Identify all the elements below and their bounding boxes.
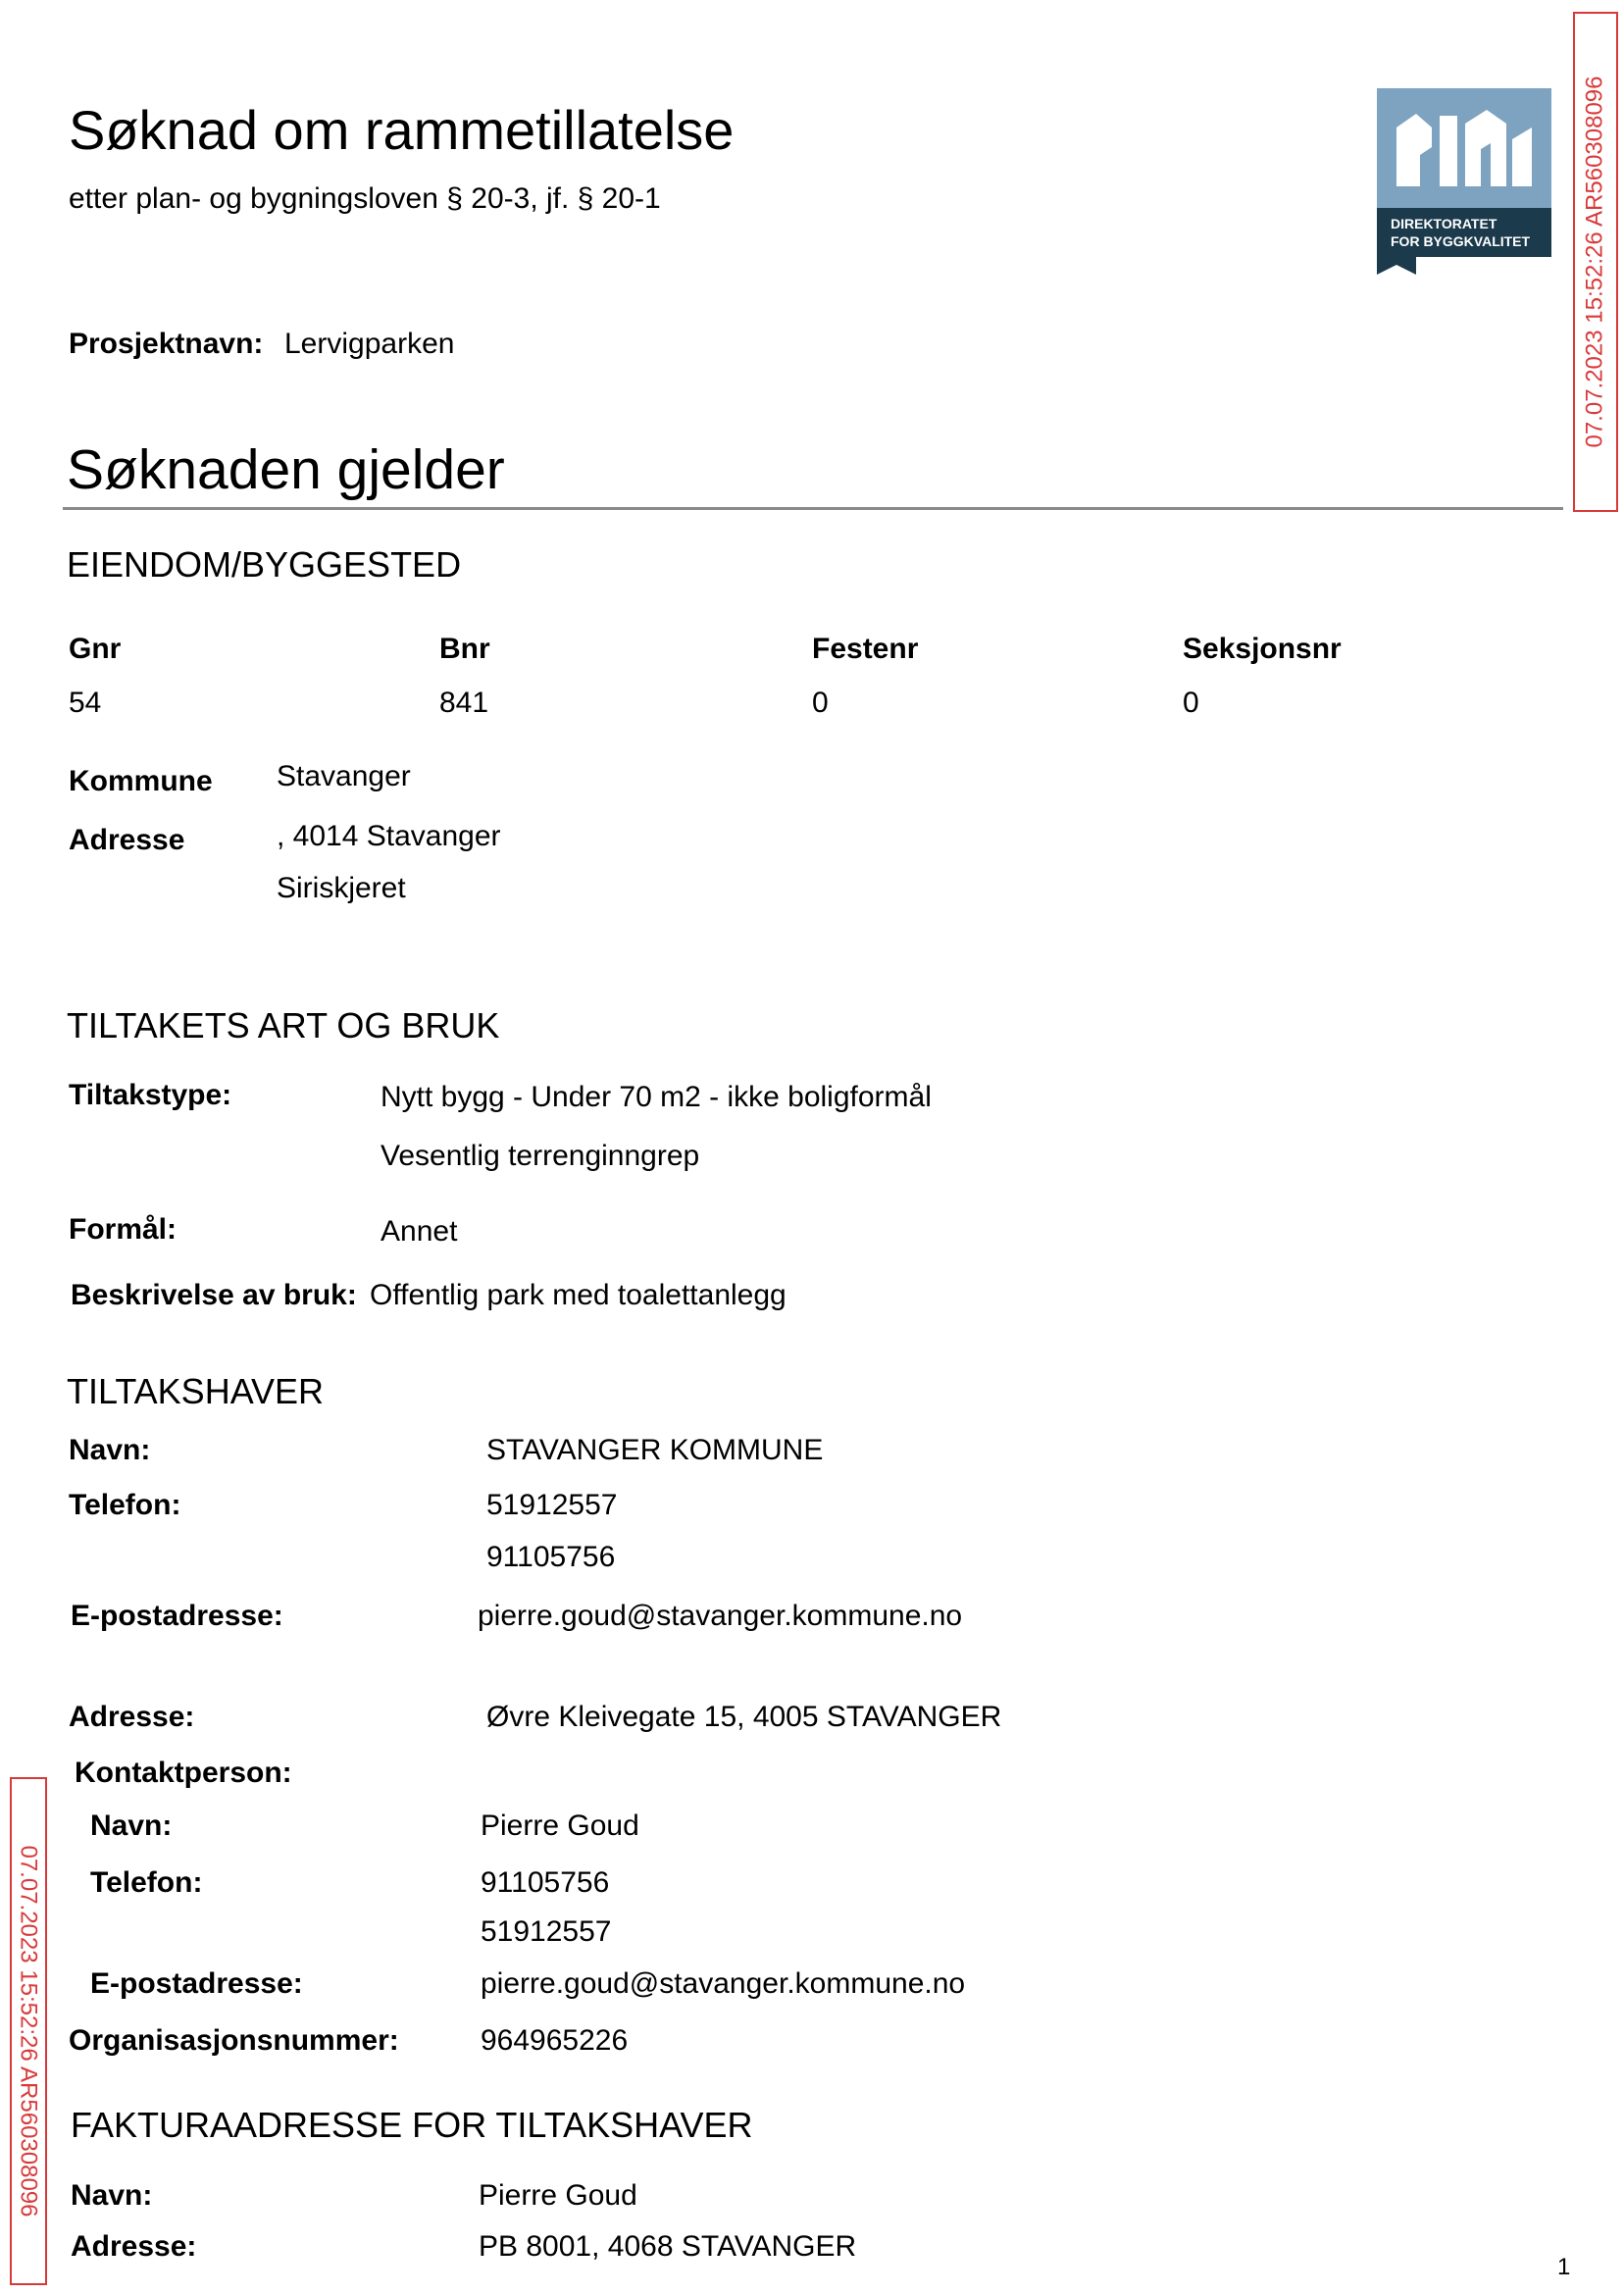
- contact-name-label: Navn:: [90, 1810, 173, 1842]
- section-title: Søknaden gjelder: [67, 438, 505, 501]
- org-number-value: 964965226: [481, 2024, 629, 2057]
- contact-phone-value-1: 91105756: [481, 1866, 610, 1899]
- adresse-line1: , 4014 Stavanger: [277, 820, 501, 852]
- bnr-value: 841: [439, 687, 489, 719]
- invoice-address-value: PB 8001, 4068 STAVANGER: [479, 2230, 857, 2263]
- owner-email-value: pierre.goud@stavanger.kommune.no: [478, 1600, 963, 1632]
- project-name-label: Prosjektnavn:: [69, 328, 264, 360]
- tiltakstype-value-1: Nytt bygg - Under 70 m2 - ikke boligformål: [381, 1081, 932, 1113]
- owner-email-label: E-postadresse:: [71, 1600, 283, 1632]
- invoice-name-value: Pierre Goud: [479, 2179, 637, 2212]
- invoice-heading: FAKTURAADRESSE FOR TILTAKSHAVER: [71, 2105, 753, 2145]
- archive-stamp-text-left: 07.07.2023 15:52:26 AR560308096: [16, 1845, 42, 2218]
- contact-email-value: pierre.goud@stavanger.kommune.no: [481, 1967, 966, 2000]
- formal-label: Formål:: [69, 1213, 178, 1246]
- tiltakstype-value-2: Vesentlig terrenginngrep: [381, 1140, 700, 1172]
- archive-stamp-right: [1573, 12, 1618, 512]
- gnr-label: Gnr: [69, 633, 122, 665]
- kommune-value: Stavanger: [277, 760, 411, 792]
- formal-value: Annet: [381, 1215, 458, 1248]
- bnr-label: Bnr: [439, 633, 490, 665]
- measure-heading: TILTAKETS ART OG BRUK: [67, 1005, 500, 1045]
- beskrivelse-label: Beskrivelse av bruk:: [71, 1279, 357, 1311]
- contact-phone-label: Telefon:: [90, 1866, 203, 1899]
- beskrivelse-value: Offentlig park med toalettanlegg: [370, 1279, 787, 1311]
- archive-stamp-text: 07.07.2023 15:52:26 AR560308096: [1582, 76, 1608, 448]
- owner-address-value: Øvre Kleivegate 15, 4005 STAVANGER: [486, 1701, 1002, 1733]
- owner-phone-value-2: 91105756: [486, 1541, 616, 1573]
- dibk-logo: [1377, 88, 1551, 275]
- owner-phone-label: Telefon:: [69, 1489, 181, 1521]
- tiltakstype-label: Tiltakstype:: [69, 1079, 232, 1111]
- invoice-name-label: Navn:: [71, 2179, 153, 2212]
- owner-name-value: STAVANGER KOMMUNE: [486, 1434, 824, 1466]
- seksjonsnr-value: 0: [1183, 687, 1199, 719]
- contact-name-value: Pierre Goud: [481, 1810, 639, 1842]
- adresse-label: Adresse: [69, 824, 185, 856]
- section-divider: [63, 507, 1563, 510]
- festenr-value: 0: [812, 687, 829, 719]
- org-number-label: Organisasjonsnummer:: [69, 2024, 399, 2057]
- archive-stamp-left: [10, 1777, 47, 2285]
- festenr-label: Festenr: [812, 633, 919, 665]
- seksjonsnr-label: Seksjonsnr: [1183, 633, 1342, 665]
- page-title: Søknad om rammetillatelse: [69, 99, 735, 161]
- invoice-address-label: Adresse:: [71, 2230, 197, 2263]
- owner-heading: TILTAKSHAVER: [67, 1371, 325, 1411]
- project-name-value: Lervigparken: [284, 328, 455, 360]
- dibk-logo-graphic: [1377, 88, 1551, 275]
- owner-name-label: Navn:: [69, 1434, 151, 1466]
- gnr-value: 54: [69, 687, 102, 719]
- contact-person-label: Kontaktperson:: [75, 1757, 292, 1789]
- owner-address-label: Adresse:: [69, 1701, 195, 1733]
- property-heading: EIENDOM/BYGGESTED: [67, 544, 462, 585]
- contact-phone-value-2: 51912557: [481, 1915, 612, 1948]
- logo-text-line1: DIREKTORATET: [1391, 216, 1497, 231]
- page-subtitle: etter plan- og bygningsloven § 20-3, jf. § 20-1: [69, 182, 661, 215]
- kommune-label: Kommune: [69, 765, 213, 797]
- owner-phone-value-1: 51912557: [486, 1489, 618, 1521]
- page-number: 1: [1557, 2254, 1571, 2280]
- contact-email-label: E-postadresse:: [90, 1967, 303, 2000]
- logo-text-line2: FOR BYGGKVALITET: [1391, 233, 1531, 249]
- adresse-line2: Siriskjeret: [277, 872, 406, 904]
